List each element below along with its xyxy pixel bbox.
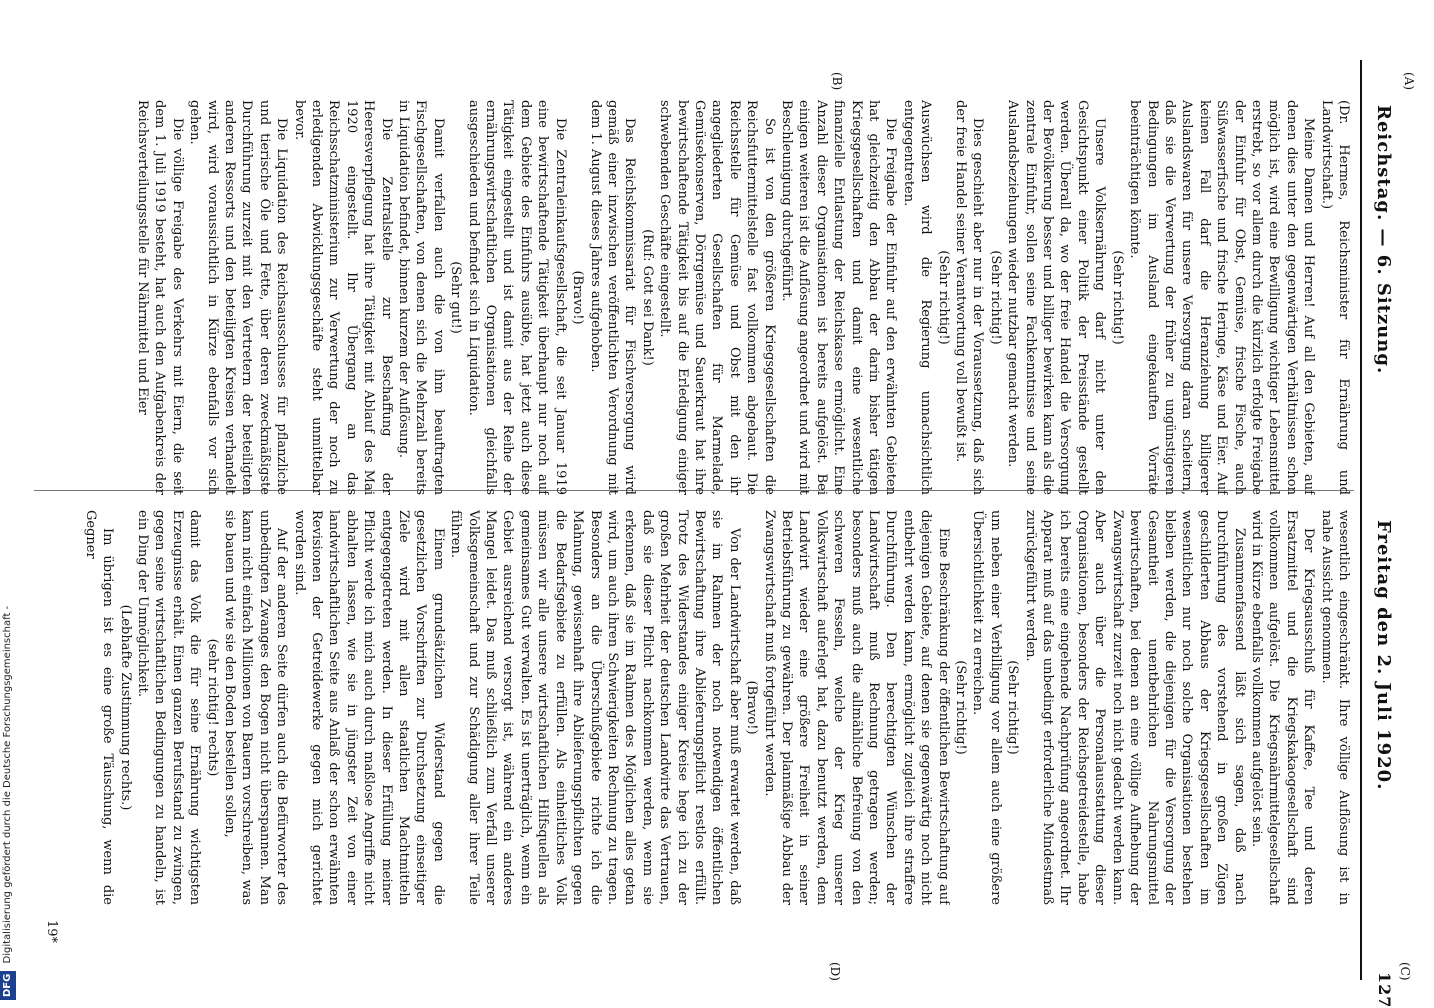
interjection: (Sehr richtig!)	[987, 250, 1003, 345]
paragraph: Einem grundsätzlichen Widerstand gegen die gesetzlichen Vorschriften zur Durchsetzung einseitiger Ziele wird mit allen staatlichen Machtmitteln entgegengetreten werden. In dieser Erfüllung meiner Pflicht werde ich mich auch durch maßlose Angriffe nicht abhalten lassen, wie sie in jüngster Zeit von einer landwirtschaftlichen Seite aus Anlaß der schon erwähnten Revisionen der Getreidewerke gegen mich gerichtet worden sind.	[291, 510, 446, 905]
paragraph: Unsere Volksernährung darf nicht unter den Gesichtspunkt einer Politik der Preisstände gestellt werden. Überall da, wo der freie Handel die Versorgung der Bevölkerung besser und billiger bewirken kann als die zentrale Einfuhr, sollen seine Fachkenntnisse und seine Auslandsbeziehungen wieder nutzbar gemacht werden.	[1005, 100, 1108, 495]
margin-mark-d: (D)	[828, 962, 842, 981]
paragraph: Das Reichskommissariat für Fischversorgung wird gemäß einer inzwischen veröffentlichten Verordnung mit dem 1. August dieses Jahres aufgehoben.	[587, 100, 638, 495]
interjection: (Lebhafte Zustimmung rechts.)	[117, 604, 133, 811]
text-column-left	[32, 100, 1352, 495]
paragraph: Auf der anderen Seite dürfen auch die Befürworter des unbedingten Zwanges den Bogen nicht überspannen. Man kann nicht einfach Millionen von Bauern vorschreiben, was sie bauen und wie sie den Boden bestellen sollen,	[222, 510, 290, 905]
margin-mark-c: (C)	[1398, 962, 1412, 981]
margin-mark-b: (B)	[830, 72, 844, 91]
paragraph: um neben einer Verbilligung vor allem auch eine größere Übersichtlichkeit zu erreichen.	[970, 510, 1003, 905]
header-rule	[1360, 60, 1362, 980]
paragraph: Die Zentralstelle zur Beschaffung der Heeresverpflegung hat ihre Tätigkeit mit Ablauf des Mai 1920 eingestellt. Ihr Übergang an das Reichsschatzministerium zur Verwertung der noch zu erledigenden Abwicklungsgeschäfte steht unmittelbar bevor.	[291, 100, 394, 495]
interjection: (Sehr richtig!)	[1005, 660, 1021, 755]
paragraph: Die völlige Freigabe des Verkehrs mit Eiern, die seit dem 1. Juli 1919 besteht, hat auch den Aufgabenkreis der Reichsverteilungsstelle für Nährmittel und Eier	[134, 100, 185, 495]
speaker-line: (Dr. Hermes, Reichsminister für Ernährung und Landwirtschaft.)	[1318, 100, 1351, 495]
digitization-credit	[0, 0, 16, 1000]
header-date: Freitag den 2. Juli 1920.	[1373, 520, 1394, 791]
paragraph: Von der Landwirtschaft aber muß erwartet werden, daß sie im Rahmen der noch notwendigen öffentlichen Bewirtschaftung ihre Ablieferungspflicht restlos erfüllt. Trotz des Widerstandes einiger Kreise hege ich zu der großen Mehrheit der deutschen Landwirte das Vertrauen, daß sie dieser Pflicht nachkommen werden, wenn sie erkennen, daß sie im Rahmen des Möglichen alles getan wird, um auch ihren Schwierigkeiten Rechnung zu tragen. Besonders an die Überschußgebiete richte ich die Mahnung, gewissenhaft ihre Ablieferungspflichten gegen die Bedarfsgebiete zu erfüllen. Als einheitliches Volk müssen wir alle unsere wirtschaftlichen Hilfsquellen als gemeinsames Gut verwalten. Es ist unerträglich, wenn ein Gebiet ausreichend versorgt ist, während ein anderes Mangel leidet. Das muß schließlich zum Verfall unserer Volksgemeinschaft und zur Schädigung aller ihrer Teile führen.	[448, 510, 742, 905]
paragraph: Die Freigabe der Einfuhr auf den erwähnten Gebieten hat gleichzeitig den Abbau der darin bisher tätigen Kriegsgesellschaften und damit eine wesentliche finanzielle Entlastung der Reichskasse ermöglicht. Eine Anzahl dieser Organisationen ist bereits aufgelöst. Bei einigen weiteren ist die Auflösung angeordnet und wird mit Beschleunigung durchgeführt.	[779, 100, 899, 495]
credit-text: Digitalisierung gefördert durch die Deutsche Forschungsgemeinschaft -	[2, 605, 13, 964]
paragraph: So ist von den größeren Kriegsgesellschaften die Reichsfuttermittelstelle fast vollkommen abgebaut. Die Reichsstelle für Gemüse und Obst mit den ihr angegliederten Gesellschaften für Marmelade, Gemüsekonserven, Dörrgemüse und Sauerkraut hat ihre bewirtschaftende Tätigkeit bis auf die Erledigung einiger schwebenden Geschäfte eingestellt.	[657, 100, 777, 495]
interjection: (Sehr gut!)	[448, 261, 464, 334]
paragraph: Die Liquidation des Reichsausschusses für pflanzliche und tierische Öle und Fette, über deren zweckmäßigste Durchführung zurzeit mit den Vertretern der beteiligten anderen Ressorts und den beteiligten Kreisen verhandelt wird, wird voraussichtlich in Kürze ebenfalls vor sich gehen.	[187, 100, 290, 495]
interjection: (Sehr richtig!)	[1109, 250, 1125, 345]
paragraph: Eine Beschränkung der öffentlichen Bewirtschaftung auf diejenigen Gebiete, auf denen sie gegenwärtig noch nicht entbehrt werden kann, ermöglicht zugleich ihre straffere Durchführung. Den berechtigten Wünschen der Landwirtschaft muß Rechnung getragen werden; besonders muß auch die allmähliche Befreiung von den schweren Fesseln, welche der Krieg unserer Volkswirtschaft auferlegt hat, dazu benutzt werden, dem Landwirt wieder eine größere Freiheit in seiner Betriebsführung zu gewähren. Der planmäßige Abbau der Zwangswirtschaft muß fortgeführt werden.	[761, 510, 951, 905]
page-number: 127	[1375, 972, 1394, 1008]
interjection: (Ruf: Gott sei Dank!)	[639, 229, 655, 366]
page-header	[1373, 0, 1434, 1008]
paragraph: Im übrigen ist es eine große Täuschung, wenn die Gegner	[82, 510, 116, 905]
paragraph: Damit verfallen auch die von ihm beauftragten Fischgesellschaften, von denen sich die Mehrzahl bereits in Liquidation befindet, binnen kurzem der Auflösung.	[396, 100, 446, 495]
header-session: Reichstag. — 6. Sitzung.	[1373, 105, 1394, 375]
interjection: (Sehr richtig!)	[935, 250, 951, 345]
interjection: (sehr richtig! rechts)	[204, 638, 220, 777]
interjection: (Bravo!)	[570, 270, 586, 325]
paragraph: Dies geschieht aber nur in der Voraussetzung, daß sich der freie Handel seiner Verantwortung voll bewußt ist.	[953, 100, 986, 495]
dfg-logo: DFG	[0, 971, 16, 1000]
paragraph: Die Zentraleinkaufsgesellschaft, die seit Januar 1919 eine bewirtschaftende Tätigkeit überhaupt nur noch auf dem Gebiete des Einfuhrs ausübte, hat jetzt auch diese Tätigkeit eingestellt und ist damit aus der Reihe der ernährungswirtschaftlichen Organisationen gleichfalls ausgeschieden und befindet sich in Liquidation.	[465, 100, 568, 495]
paragraph: Auswüchsen wird die Regierung unnachsichtlich entgegentreten.	[900, 100, 934, 495]
paragraph: damit das Volk die für seine Ernährung wichtigsten Erzeugnisse erhält. Einen ganzen Berufsstand zu zwingen, gegen seine wirtschaftlichen Bedingungen zu handeln, ist ein Ding der Unmöglichkeit.	[134, 510, 203, 905]
paragraph: Meine Damen und Herren! Auf all den Gebieten, auf denen dies unter den gegenwärtigen Verhältnissen schon möglich ist, wird eine Bewilligung wichtiger Lebensmittel erstrebt, so vor allem durch die kürzlich erfolgte Freigabe der Einfuhr für Obst, Gemüse, frische Fische, auch Süßwasserfische und frische Heringe, Käse und Eier. Auf keinen Fall darf die Heranziehung billigerer Auslandswaren für unsere Versorgung daran scheitern, daß sie die Verwertung der früher zu ungünstigeren Bedingungen im Ausland eingekauften Vorräte beeinträchtigen könnte.	[1127, 100, 1317, 495]
paragraph: Zusammenfassend läßt sich sagen, daß nach Durchführung des vorstehend in großen Zügen geschilderten Abbaus der Kriegsgesellschaften im wesentlichen nur noch solche Organisationen bestehen bleiben werden, die diejenigen für die Versorgung der Gesamtheit unentbehrlichen Nahrungsmittel bewirtschaften, bei denen an eine völlige Aufhebung der Zwangswirtschaft zurzeit noch nicht gedacht werden kann. Aber auch über die Personalausstattung dieser Organisationen, besonders der Reichsgetreidestelle, habe ich bereits eine eingehende Nachprüfung angeordnet. Ihr Apparat muß auf das unbedingt erforderliche Mindestmaß zurückgeführt werden.	[1022, 510, 1247, 905]
interjection: (Sehr richtig!)	[953, 660, 969, 755]
sheet-signature: 19*	[44, 920, 59, 944]
margin-mark-a: (A)	[1402, 72, 1416, 91]
text-column-right	[32, 510, 1352, 905]
paragraph: Der Kriegsausschuß für Kaffee, Tee und deren Ersatzmittel und die Kriegskakaogesellschaft sind vollkommen aufgelöst. Die Kriegsnährmittelgesellschaft wird in Kürze ebenfalls vollkommen aufgelöst sein.	[1248, 510, 1317, 905]
paragraph: wesentlich eingeschränkt. Ihre völlige Auflösung ist in nahe Aussicht genommen.	[1318, 510, 1351, 905]
interjection: (Bravo!)	[744, 680, 760, 735]
